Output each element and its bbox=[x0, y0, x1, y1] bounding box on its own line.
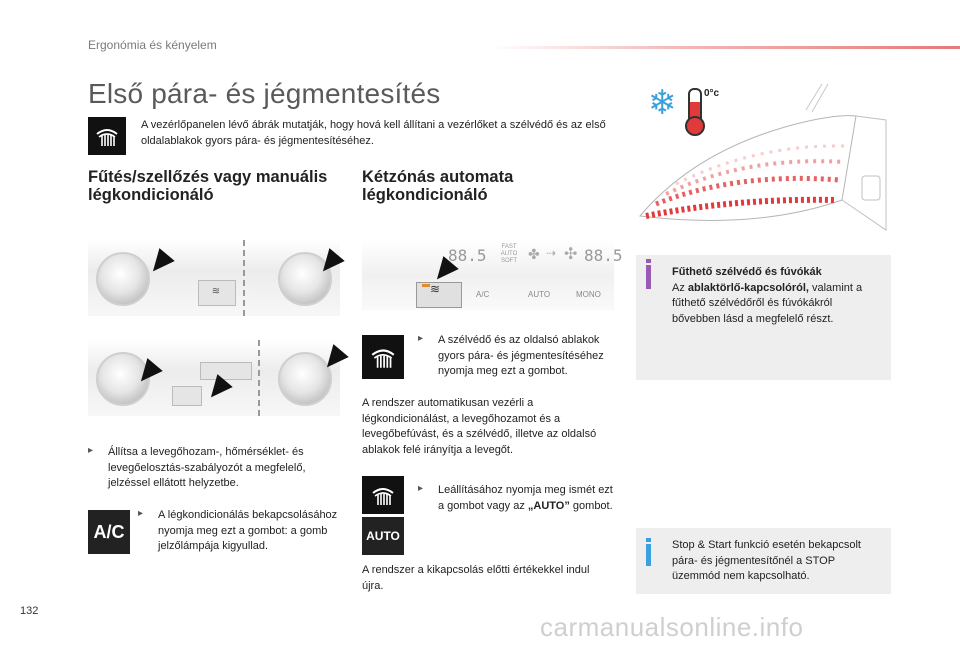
front-demist-icon bbox=[88, 117, 126, 155]
mid-step-2-suffix: gombot. bbox=[569, 499, 613, 512]
info-icon bbox=[646, 265, 651, 289]
thermometer-bulb-icon bbox=[685, 116, 705, 136]
windscreen-illustration bbox=[636, 80, 891, 250]
soft-label: SOFT bbox=[501, 258, 517, 264]
left-step-2: ▸ A légkondicionálás bekapcsolásához nyomja meg ezt a gombot: a gomb jelzőlámpája kigyullad. bbox=[138, 508, 338, 552]
mid-step-2 bbox=[418, 483, 613, 514]
manual-panel-illustration-top bbox=[88, 240, 340, 316]
bullet-icon: ▸ bbox=[138, 508, 144, 519]
snowflake-icon: ❄ bbox=[648, 84, 677, 122]
windscreen-symbol-icon: ≋ bbox=[211, 286, 221, 297]
temp-display-right: 88.5 bbox=[584, 246, 623, 265]
bullet-icon: ▸ bbox=[418, 483, 424, 494]
mid-paragraph-1: A rendszer automatikusan vezérli a légkondicionálást, a levegőhozamot és a levegőbefúvást, és a szélvédő, illetve az oldalsó ablakok felé irányítja a levegőt. bbox=[362, 397, 597, 456]
info1-title: Fűthető szélvédő és fúvókák bbox=[672, 266, 822, 278]
flow-knob bbox=[96, 252, 150, 306]
front-demist-icon bbox=[362, 335, 404, 379]
manual-panel-illustration-bottom bbox=[88, 340, 340, 416]
mid-step-2-auto: „AUTO” bbox=[527, 499, 570, 512]
left-step-1: ▸ Állítsa a levegőhozam-, hőmérséklet- és levegőelosztás-szabályozót a megfelelő, jelzéssel ellátott helyzetbe. bbox=[88, 445, 306, 489]
front-demist-icon bbox=[362, 476, 404, 514]
panel-btn-auto: AUTO bbox=[528, 290, 551, 299]
left-heading: Fűtés/szellőzés vagy manuális légkondicionáló bbox=[88, 168, 328, 204]
bullet-icon: ▸ bbox=[88, 445, 94, 456]
airflow-icon: ⇢ bbox=[546, 246, 557, 260]
fast-label: FAST bbox=[501, 244, 517, 250]
info-icon-dot bbox=[646, 259, 651, 263]
info-icon-dot bbox=[646, 538, 651, 542]
section-header: Ergonómia és kényelem bbox=[88, 38, 217, 52]
temperature-label: 0°c bbox=[704, 88, 720, 99]
demist-button-symbol-icon: ≋ bbox=[430, 282, 441, 296]
page-title: Első pára- és jégmentesítés bbox=[88, 78, 441, 109]
dual-zone-panel-illustration bbox=[362, 232, 623, 316]
auto-label: AUTO bbox=[500, 251, 518, 257]
header-accent-bar bbox=[490, 46, 960, 49]
bullet-icon: ▸ bbox=[418, 333, 424, 344]
mid-step-1: ▸ A szélvédő és az oldalsó ablakok gyors pára- és jégmentesítéséhez nyomja meg ezt a gombot. bbox=[418, 333, 604, 377]
auto-button-illustration: AUTO bbox=[362, 517, 404, 555]
mid-step-2-prefix: Leállításához nyomja meg ismét ezt a gombot vagy az bbox=[438, 484, 613, 512]
info1-body: Az ablaktörlő-kapcsolóról, valamint a fűthető szélvédőről és fúvókákról bővebben lásd a megfelelő részt. bbox=[672, 281, 863, 325]
page-number: 132 bbox=[20, 605, 39, 617]
fan-icon: ✤ bbox=[528, 246, 540, 262]
panel-btn-ac: A/C bbox=[476, 290, 490, 299]
ac-button-illustration: A/C bbox=[88, 510, 130, 554]
mid-paragraph-2: A rendszer a kikapcsolás előtti értékekkel indul újra. bbox=[362, 564, 590, 592]
intro-text: A vezérlőpanelen lévő ábrák mutatják, hogy hová kell állítani a vezérlőket a szélvédő és az első oldalablakok gyors pára- és jégmentesítéséhez. bbox=[141, 119, 606, 147]
panel-btn-mono: MONO bbox=[576, 290, 601, 299]
info-box-heated-windscreen bbox=[636, 255, 891, 380]
info-box-stop-start bbox=[636, 528, 891, 594]
mid-heading: Kétzónás automata légkondicionáló bbox=[362, 168, 514, 204]
fan-large-icon: ✣ bbox=[564, 246, 578, 263]
info2-text: Stop & Start funkció esetén bekapcsolt pára- és jégmentesítőnél a STOP üzemmód nem kapcsolható. bbox=[672, 539, 861, 582]
watermark: carmanualsonline.info bbox=[540, 612, 804, 642]
temp-display-left: 88.5 bbox=[448, 246, 487, 265]
info-icon bbox=[646, 544, 651, 566]
